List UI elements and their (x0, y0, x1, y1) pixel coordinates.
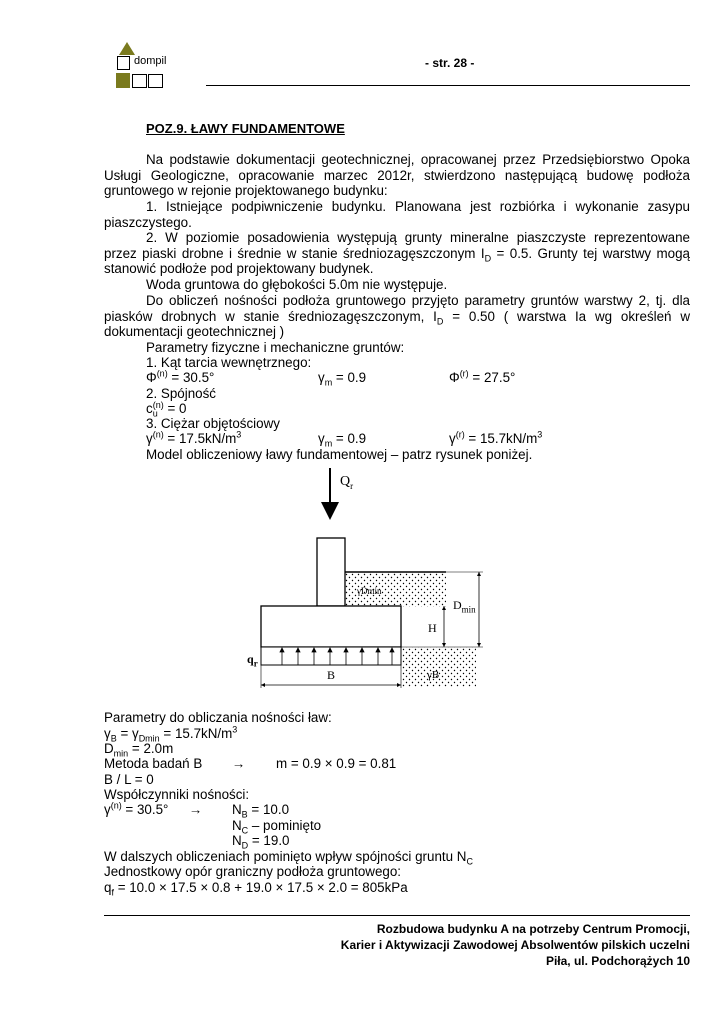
params-intro-paragraph: Do obliczeń nośności podłoża gruntowego przyjęto parametry gruntów warstwy 2, tj. dla piasków drobnych w stanie średniozagęszczonym, $I_D = 0.50$ ( warstwa Ia wg określeń w dokumentacji geotechnicznej ) (104, 293, 690, 340)
method-arrow: → (232, 756, 246, 771)
physical-params-heading: Parametry fizyczne i mechaniczne gruntów: (146, 340, 405, 355)
coef-arrow: → (189, 802, 203, 817)
intro-paragraph: Na podstawie dokumentacji geotechnicznej, opracowanej przez Przedsiębiorstwo Opoka Usługi Geologiczne, opracowanie marzec 2012r, stwierdzono następującą budowę podłoża gruntowego w rejonie projektowanego budynku: (104, 152, 690, 199)
load-label: $Q_r$ (340, 474, 354, 491)
layer-2-paragraph: 2. W poziomie posadowienia występują grunty mineralne piaszczyste reprezentowane przez piaski drobne i średnie w stanie średniozagęszczonym $I_D = 0.5$. Grunty tej warstwy mogą stanowić podłoże pod projektowany budynek. (104, 230, 690, 277)
m-value: m = 0.9 × 0.9 = 0.81 (276, 756, 397, 771)
header-rule (206, 85, 690, 86)
gamma-dmin-label: γDmin (357, 586, 382, 596)
unit-resistance-heading: Jednostkowy opór graniczny podłoża gruntowego: (104, 864, 402, 879)
cohesion-heading: 2. Spójność (146, 386, 216, 401)
logo-box-outline (118, 57, 130, 70)
logo-text: dompil (134, 55, 167, 67)
logo-box-3 (149, 75, 163, 88)
phi-n-value: $\Phi^{(n)} = 30.5^\circ$ (146, 368, 215, 385)
bearing-heading: Parametry do obliczania nośności ław: (104, 710, 332, 725)
logo-box-2 (133, 75, 147, 88)
gamma-m-value-2: $\gamma_m = 0.9$ (318, 431, 367, 449)
qr-label: $q_r$ (247, 652, 258, 669)
b-label: B (327, 668, 336, 682)
footer (341, 921, 690, 969)
gamma-n-value: $\gamma^{(n)} = 17.5kN/m^3$ (146, 429, 242, 446)
dmin-label: $D_{min}$ (453, 598, 476, 615)
model-note: Model obliczeniowy ławy fundamentowej – patrz rysunek poniżej. (146, 447, 533, 462)
gamma-b-label: γB (427, 669, 440, 681)
dmin-value: $D_{min} = 2.0m$ (104, 741, 174, 759)
phi-r-value: $\Phi^{(r)} = 27.5^\circ$ (449, 368, 516, 385)
section-title: POZ.9. ŁAWY FUNDAMENTOWE (146, 121, 345, 136)
nc-value: $N_C$ – pominięto (232, 818, 322, 836)
page-number: - str. 28 - (425, 56, 475, 70)
qf-formula: $q_f = 10.0 \times 17.5 \times 0.8 + 19.0 \times 17.5 \times 2.0 = 805kPa$ (104, 880, 408, 898)
gamma-coef-value: $\gamma^{(n)} = 30.5^\circ$ (104, 800, 169, 817)
footer-line-1: Rozbudowa budynku A na potrzeby Centrum Promocji, (376, 922, 690, 936)
footing (261, 606, 401, 647)
layer-1-paragraph: 1. Istniejące podpiwniczenie budynku. Planowana jest rozbiórka i wykonanie zasypu piaszczystego. (104, 199, 690, 230)
groundwater-note: Woda gruntowa do głębokości 5.0m nie występuje. (146, 277, 448, 292)
footer-line-3: Piła, ul. Podchorążych 10 (545, 954, 690, 968)
method-label: Metoda badań B (104, 756, 203, 771)
cu-value: $c_u^{(n)} = 0$ (146, 399, 187, 419)
logo-triangle (119, 42, 135, 55)
coefficients-heading: Współczynniki nośności: (104, 787, 250, 802)
gamma-b-value: $\gamma_B = \gamma_{Dmin} = 15.7kN/m^3$ (104, 724, 238, 744)
nb-value: $N_B = 10.0$ (232, 802, 290, 820)
logo-box-filled (116, 73, 130, 88)
foundation-diagram (240, 462, 500, 694)
footer-rule (104, 915, 690, 916)
load-arrow-head (321, 502, 339, 520)
bl-ratio: B / L = 0 (104, 772, 154, 787)
footer-line-2: Karier i Aktywizacji Zawodowej Absolwentów pilskich uczelni (340, 938, 690, 952)
h-label: H (428, 621, 437, 635)
column (317, 538, 345, 606)
weight-heading: 3. Ciężar objętościowy (146, 416, 280, 431)
friction-heading: 1. Kąt tarcia wewnętrznego: (146, 355, 312, 370)
omit-note: W dalszych obliczeniach pominięto wpływ spójności gruntu $N_C$ (104, 849, 473, 867)
nd-value: $N_D = 19.0$ (232, 833, 290, 851)
gamma-r-value: $\gamma^{(r)} = 15.7kN/m^3$ (449, 429, 543, 446)
gamma-m-value-1: $\gamma_m = 0.9$ (318, 370, 367, 388)
